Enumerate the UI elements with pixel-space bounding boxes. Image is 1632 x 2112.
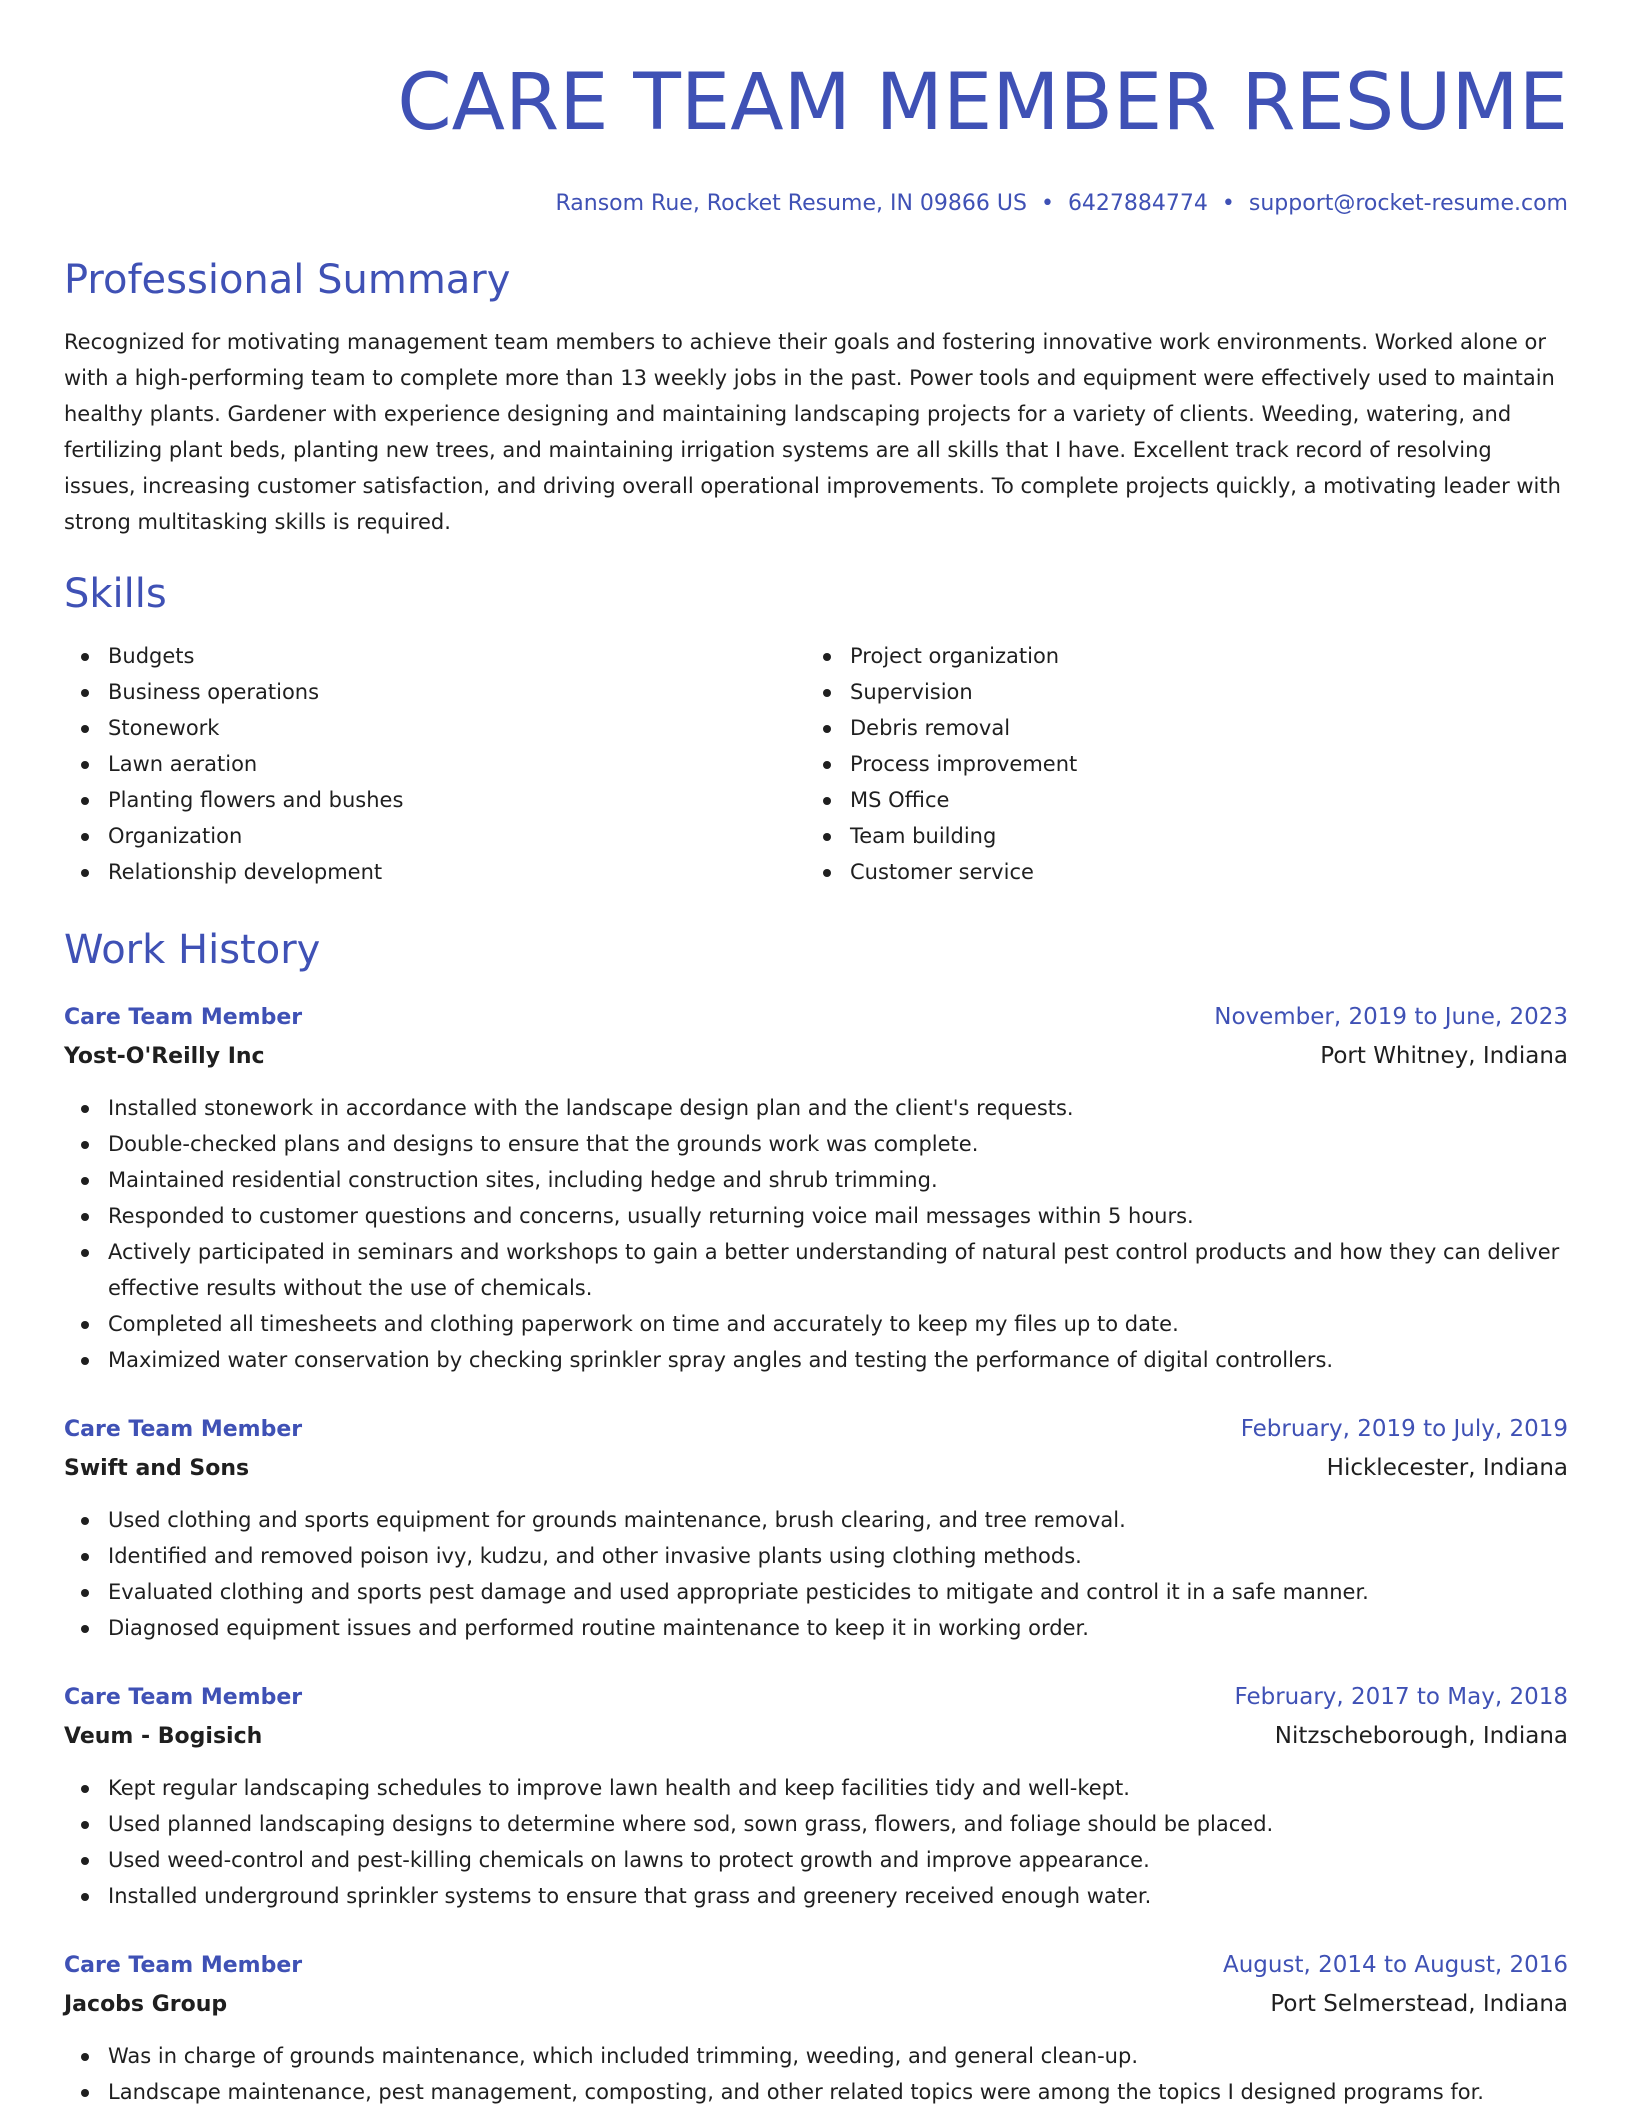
job-bullet: Was in charge of grounds maintenance, which included trimming, weeding, and general clean-up. <box>64 2038 1568 2074</box>
job-company-row <box>64 1449 1568 1488</box>
contact-address: Ransom Rue, Rocket Resume, IN 09866 US <box>555 191 1027 216</box>
skill-item: Debris removal <box>806 710 1548 746</box>
job-bullet: Identified and removed poison ivy, kudzu, and other invasive plants using clothing methods. <box>64 1538 1568 1574</box>
contact-line <box>64 188 1568 220</box>
skills-grid <box>64 638 1568 890</box>
resume-title: CARE TEAM MEMBER RESUME <box>397 58 1568 148</box>
job-header-row <box>64 1678 1568 1717</box>
job-company: Jacobs Group <box>64 1992 228 2017</box>
job-dates: February, 2017 to May, 2018 <box>1234 1684 1568 1710</box>
job-location: Port Whitney, Indiana <box>1320 1043 1568 1069</box>
job-header-row <box>64 1410 1568 1449</box>
job-bullet: Diagnosed equipment issues and performed routine maintenance to keep it in working order. <box>64 1610 1568 1646</box>
skills-heading: Skills <box>64 571 167 617</box>
job-bullet: Installed underground sprinkler systems to ensure that grass and greenery received enough water. <box>64 1878 1568 1914</box>
job-bullet: Maximized water conservation by checking sprinkler spray angles and testing the performance of digital controllers. <box>64 1342 1568 1378</box>
job-location: Hicklecester, Indiana <box>1326 1455 1568 1481</box>
job-entry <box>64 998 1568 1378</box>
job-bullet: Maintained residential construction sites, including hedge and shrub trimming. <box>64 1162 1568 1198</box>
skill-item: Business operations <box>64 674 806 710</box>
skill-item: Team building <box>806 818 1548 854</box>
job-role: Care Team Member <box>64 1005 303 1030</box>
work-history-heading: Work History <box>64 927 321 973</box>
job-bullet: Kept regular landscaping schedules to improve lawn health and keep facilities tidy and well-kept. <box>64 1770 1568 1806</box>
skills-column-left <box>64 638 806 890</box>
skills-section <box>64 568 1568 890</box>
job-header-row <box>64 998 1568 1037</box>
skill-item: Stonework <box>64 710 806 746</box>
job-bullet: Responded to customer questions and concerns, usually returning voice mail messages within 5 hours. <box>64 1198 1568 1234</box>
job-company-row <box>64 1037 1568 1076</box>
job-bullet: Used planned landscaping designs to determine where sod, sown grass, flowers, and foliage should be placed. <box>64 1806 1568 1842</box>
job-dates: August, 2014 to August, 2016 <box>1223 1952 1568 1978</box>
job-bullet: Completed all timesheets and clothing paperwork on time and accurately to keep my files up to date. <box>64 1306 1568 1342</box>
contact-separator: • <box>1040 191 1054 216</box>
job-location: Port Selmerstead, Indiana <box>1270 1991 1568 2017</box>
skill-item: Process improvement <box>806 746 1548 782</box>
job-bullets <box>64 1502 1568 1646</box>
job-bullet: Landscape maintenance, pest management, composting, and other related topics were among the topics I designed programs for. <box>64 2074 1568 2110</box>
contact-phone: 6427884774 <box>1067 191 1208 216</box>
job-bullet: Actively participated in seminars and workshops to gain a better understanding of natural pest control products and how they can deliver effective results without the use of chemicals. <box>64 1234 1568 1306</box>
skill-item: Budgets <box>64 638 806 674</box>
job-dates: November, 2019 to June, 2023 <box>1214 1004 1568 1030</box>
job-bullet: Installed stonework in accordance with the landscape design plan and the client's requests. <box>64 1090 1568 1126</box>
job-company: Veum - Bogisich <box>64 1724 263 1749</box>
job-bullets <box>64 1090 1568 1378</box>
summary-heading: Professional Summary <box>64 257 511 303</box>
skill-item: Customer service <box>806 854 1548 890</box>
job-bullet: Used clothing and sports equipment for grounds maintenance, brush clearing, and tree removal. <box>64 1502 1568 1538</box>
job-entry <box>64 1410 1568 1646</box>
job-bullet: Double-checked plans and designs to ensure that the grounds work was complete. <box>64 1126 1568 1162</box>
job-company: Yost-O'Reilly Inc <box>64 1044 265 1069</box>
job-location: Nitzscheborough, Indiana <box>1274 1723 1568 1749</box>
skill-item: MS Office <box>806 782 1548 818</box>
job-role: Care Team Member <box>64 1953 303 1978</box>
skill-item: Relationship development <box>64 854 806 890</box>
job-company-row <box>64 1985 1568 2024</box>
resume-header <box>64 48 1568 220</box>
job-company-row <box>64 1717 1568 1756</box>
job-bullet: Evaluated clothing and sports pest damage and used appropriate pesticides to mitigate and control it in a safe manner. <box>64 1574 1568 1610</box>
job-bullet: Used weed-control and pest-killing chemicals on lawns to protect growth and improve appearance. <box>64 1842 1568 1878</box>
summary-text: Recognized for motivating management team members to achieve their goals and fostering innovative work environments. Worked alone or with a high-performing team to complete more than 13 weekly jobs in the past. Power tools and equipment were effectively used to maintain healthy plants. Gardener with experience designing and maintaining landscaping projects for a variety of clients. Weeding, watering, and fertilizing plant beds, planting new trees, and maintaining irrigation systems are all skills that I have. Excellent track record of resolving issues, increasing customer satisfaction, and driving overall operational improvements. To complete projects quickly, a motivating leader with strong multitasking skills is required. <box>64 330 1561 534</box>
contact-separator: • <box>1221 191 1235 216</box>
work-history-section <box>64 924 1568 2110</box>
job-company: Swift and Sons <box>64 1456 250 1481</box>
skills-column-right <box>806 638 1548 890</box>
skill-item: Organization <box>64 818 806 854</box>
skill-item: Planting flowers and bushes <box>64 782 806 818</box>
job-bullets <box>64 2038 1568 2110</box>
job-dates: February, 2019 to July, 2019 <box>1240 1416 1568 1442</box>
skill-item: Supervision <box>806 674 1548 710</box>
job-role: Care Team Member <box>64 1417 303 1442</box>
job-header-row <box>64 1946 1568 1985</box>
skill-item: Project organization <box>806 638 1548 674</box>
job-entry <box>64 1678 1568 1914</box>
summary-section <box>64 254 1568 540</box>
contact-email: support@rocket-resume.com <box>1248 191 1568 216</box>
job-entry <box>64 1946 1568 2110</box>
skill-item: Lawn aeration <box>64 746 806 782</box>
job-bullets <box>64 1770 1568 1914</box>
job-role: Care Team Member <box>64 1685 303 1710</box>
